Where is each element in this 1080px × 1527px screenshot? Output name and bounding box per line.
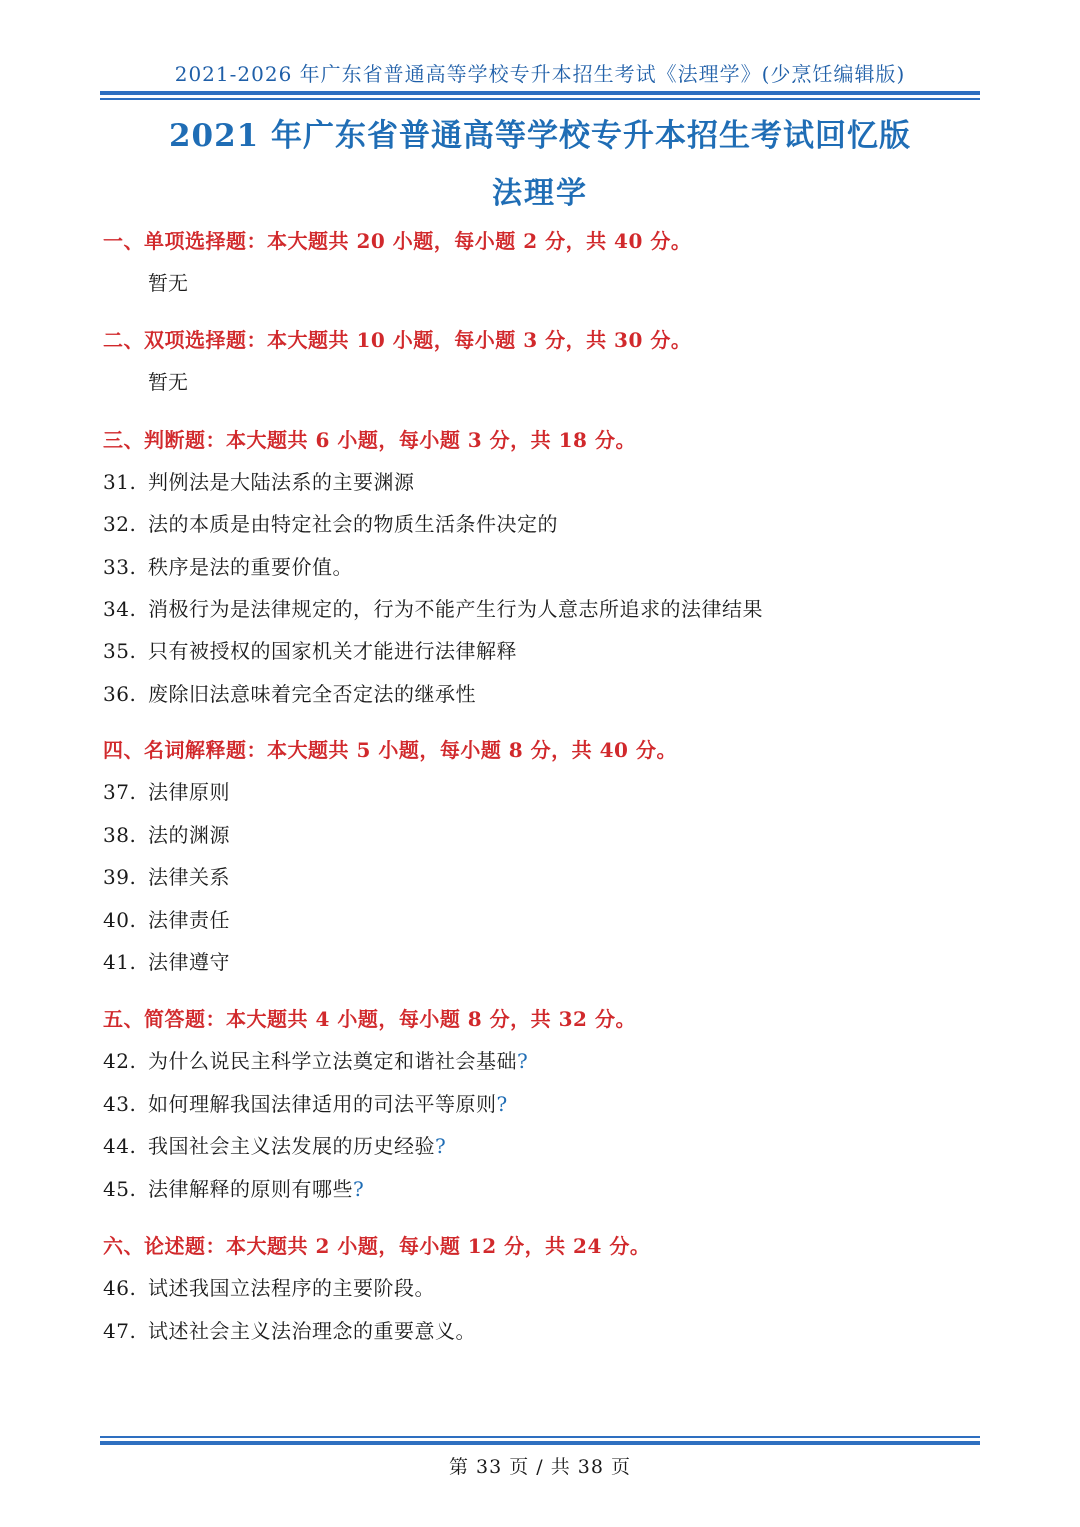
header-rule-thick — [100, 91, 980, 95]
footer-rule-thin — [100, 1436, 980, 1438]
question-text: 法律解释的原则有哪些 — [148, 1177, 353, 1201]
question-item — [103, 1173, 364, 1202]
question-number: 34. — [103, 597, 137, 621]
question-item — [103, 1130, 446, 1159]
question-text: 法律原则 — [148, 780, 230, 804]
question-item — [103, 593, 763, 622]
question-text: 只有被授权的国家机关才能进行法律解释 — [148, 639, 517, 663]
section-heading-essay: 六、论述题：本大题共 2 小题，每小题 12 分，共 24 分。 — [103, 1234, 651, 1258]
question-number: 35. — [103, 639, 137, 663]
question-number: 38. — [103, 823, 137, 847]
question-item — [103, 678, 476, 707]
question-number: 31. — [103, 470, 137, 494]
page-title: 2021 年广东省普通高等学校专升本招生考试回忆版 — [168, 118, 912, 154]
header-rule-thin — [100, 98, 980, 100]
section-heading-single-choice: 一、单项选择题：本大题共 20 小题，每小题 2 分，共 40 分。 — [103, 229, 692, 253]
question-item — [103, 904, 230, 933]
question-number: 45. — [103, 1177, 137, 1201]
question-item — [103, 551, 353, 580]
section-heading-term-explanation: 四、名词解释题：本大题共 5 小题，每小题 8 分，共 40 分。 — [103, 738, 677, 762]
question-item — [103, 946, 230, 975]
subject-title: 法理学 — [492, 176, 588, 211]
question-item — [103, 776, 230, 805]
question-item — [103, 861, 230, 890]
section-heading-short-answer: 五、简答题：本大题共 4 小题，每小题 8 分，共 32 分。 — [103, 1007, 636, 1031]
question-number: 41. — [103, 950, 137, 974]
question-number: 42. — [103, 1049, 137, 1073]
question-text: 判例法是大陆法系的主要渊源 — [148, 470, 415, 494]
question-text: 法律责任 — [148, 908, 230, 932]
question-text: 法的渊源 — [148, 823, 230, 847]
footer-rule-thick — [100, 1441, 980, 1445]
question-text: 废除旧法意味着完全否定法的继承性 — [148, 682, 476, 706]
question-item — [103, 1315, 476, 1344]
question-mark: ? — [435, 1134, 447, 1158]
question-text: 如何理解我国法律适用的司法平等原则 — [148, 1092, 497, 1116]
question-text: 试述社会主义法治理念的重要意义。 — [148, 1319, 476, 1343]
question-number: 40. — [103, 908, 137, 932]
question-number: 44. — [103, 1134, 137, 1158]
question-number: 33. — [103, 555, 137, 579]
question-number: 47. — [103, 1319, 137, 1343]
question-item — [103, 466, 415, 495]
section-heading-true-false: 三、判断题：本大题共 6 小题，每小题 3 分，共 18 分。 — [103, 428, 636, 452]
section-note: 暂无 — [148, 271, 188, 295]
page-number: 第 33 页 / 共 38 页 — [449, 1456, 631, 1478]
question-text: 法的本质是由特定社会的物质生活条件决定的 — [148, 512, 558, 536]
question-item — [103, 635, 517, 664]
question-text: 试述我国立法程序的主要阶段。 — [148, 1276, 435, 1300]
running-header: 2021-2026 年广东省普通高等学校专升本招生考试《法理学》(少烹饪编辑版) — [174, 62, 906, 86]
section-note: 暂无 — [148, 370, 188, 394]
question-text: 法律关系 — [148, 865, 230, 889]
question-item — [103, 508, 558, 537]
question-text: 我国社会主义法发展的历史经验 — [148, 1134, 435, 1158]
question-number: 39. — [103, 865, 137, 889]
question-item — [103, 1272, 435, 1301]
question-number: 43. — [103, 1092, 137, 1116]
question-number: 46. — [103, 1276, 137, 1300]
question-text: 秩序是法的重要价值。 — [148, 555, 353, 579]
question-mark: ? — [496, 1092, 508, 1116]
question-text: 消极行为是法律规定的，行为不能产生行为人意志所追求的法律结果 — [148, 597, 763, 621]
question-mark: ? — [353, 1177, 365, 1201]
question-number: 36. — [103, 682, 137, 706]
question-item — [103, 819, 230, 848]
question-mark: ? — [517, 1049, 529, 1073]
question-text: 法律遵守 — [148, 950, 230, 974]
question-item — [103, 1088, 508, 1117]
question-number: 37. — [103, 780, 137, 804]
question-text: 为什么说民主科学立法奠定和谐社会基础 — [148, 1049, 517, 1073]
question-number: 32. — [103, 512, 137, 536]
question-item — [103, 1045, 528, 1074]
section-heading-double-choice: 二、双项选择题：本大题共 10 小题，每小题 3 分，共 30 分。 — [103, 328, 692, 352]
